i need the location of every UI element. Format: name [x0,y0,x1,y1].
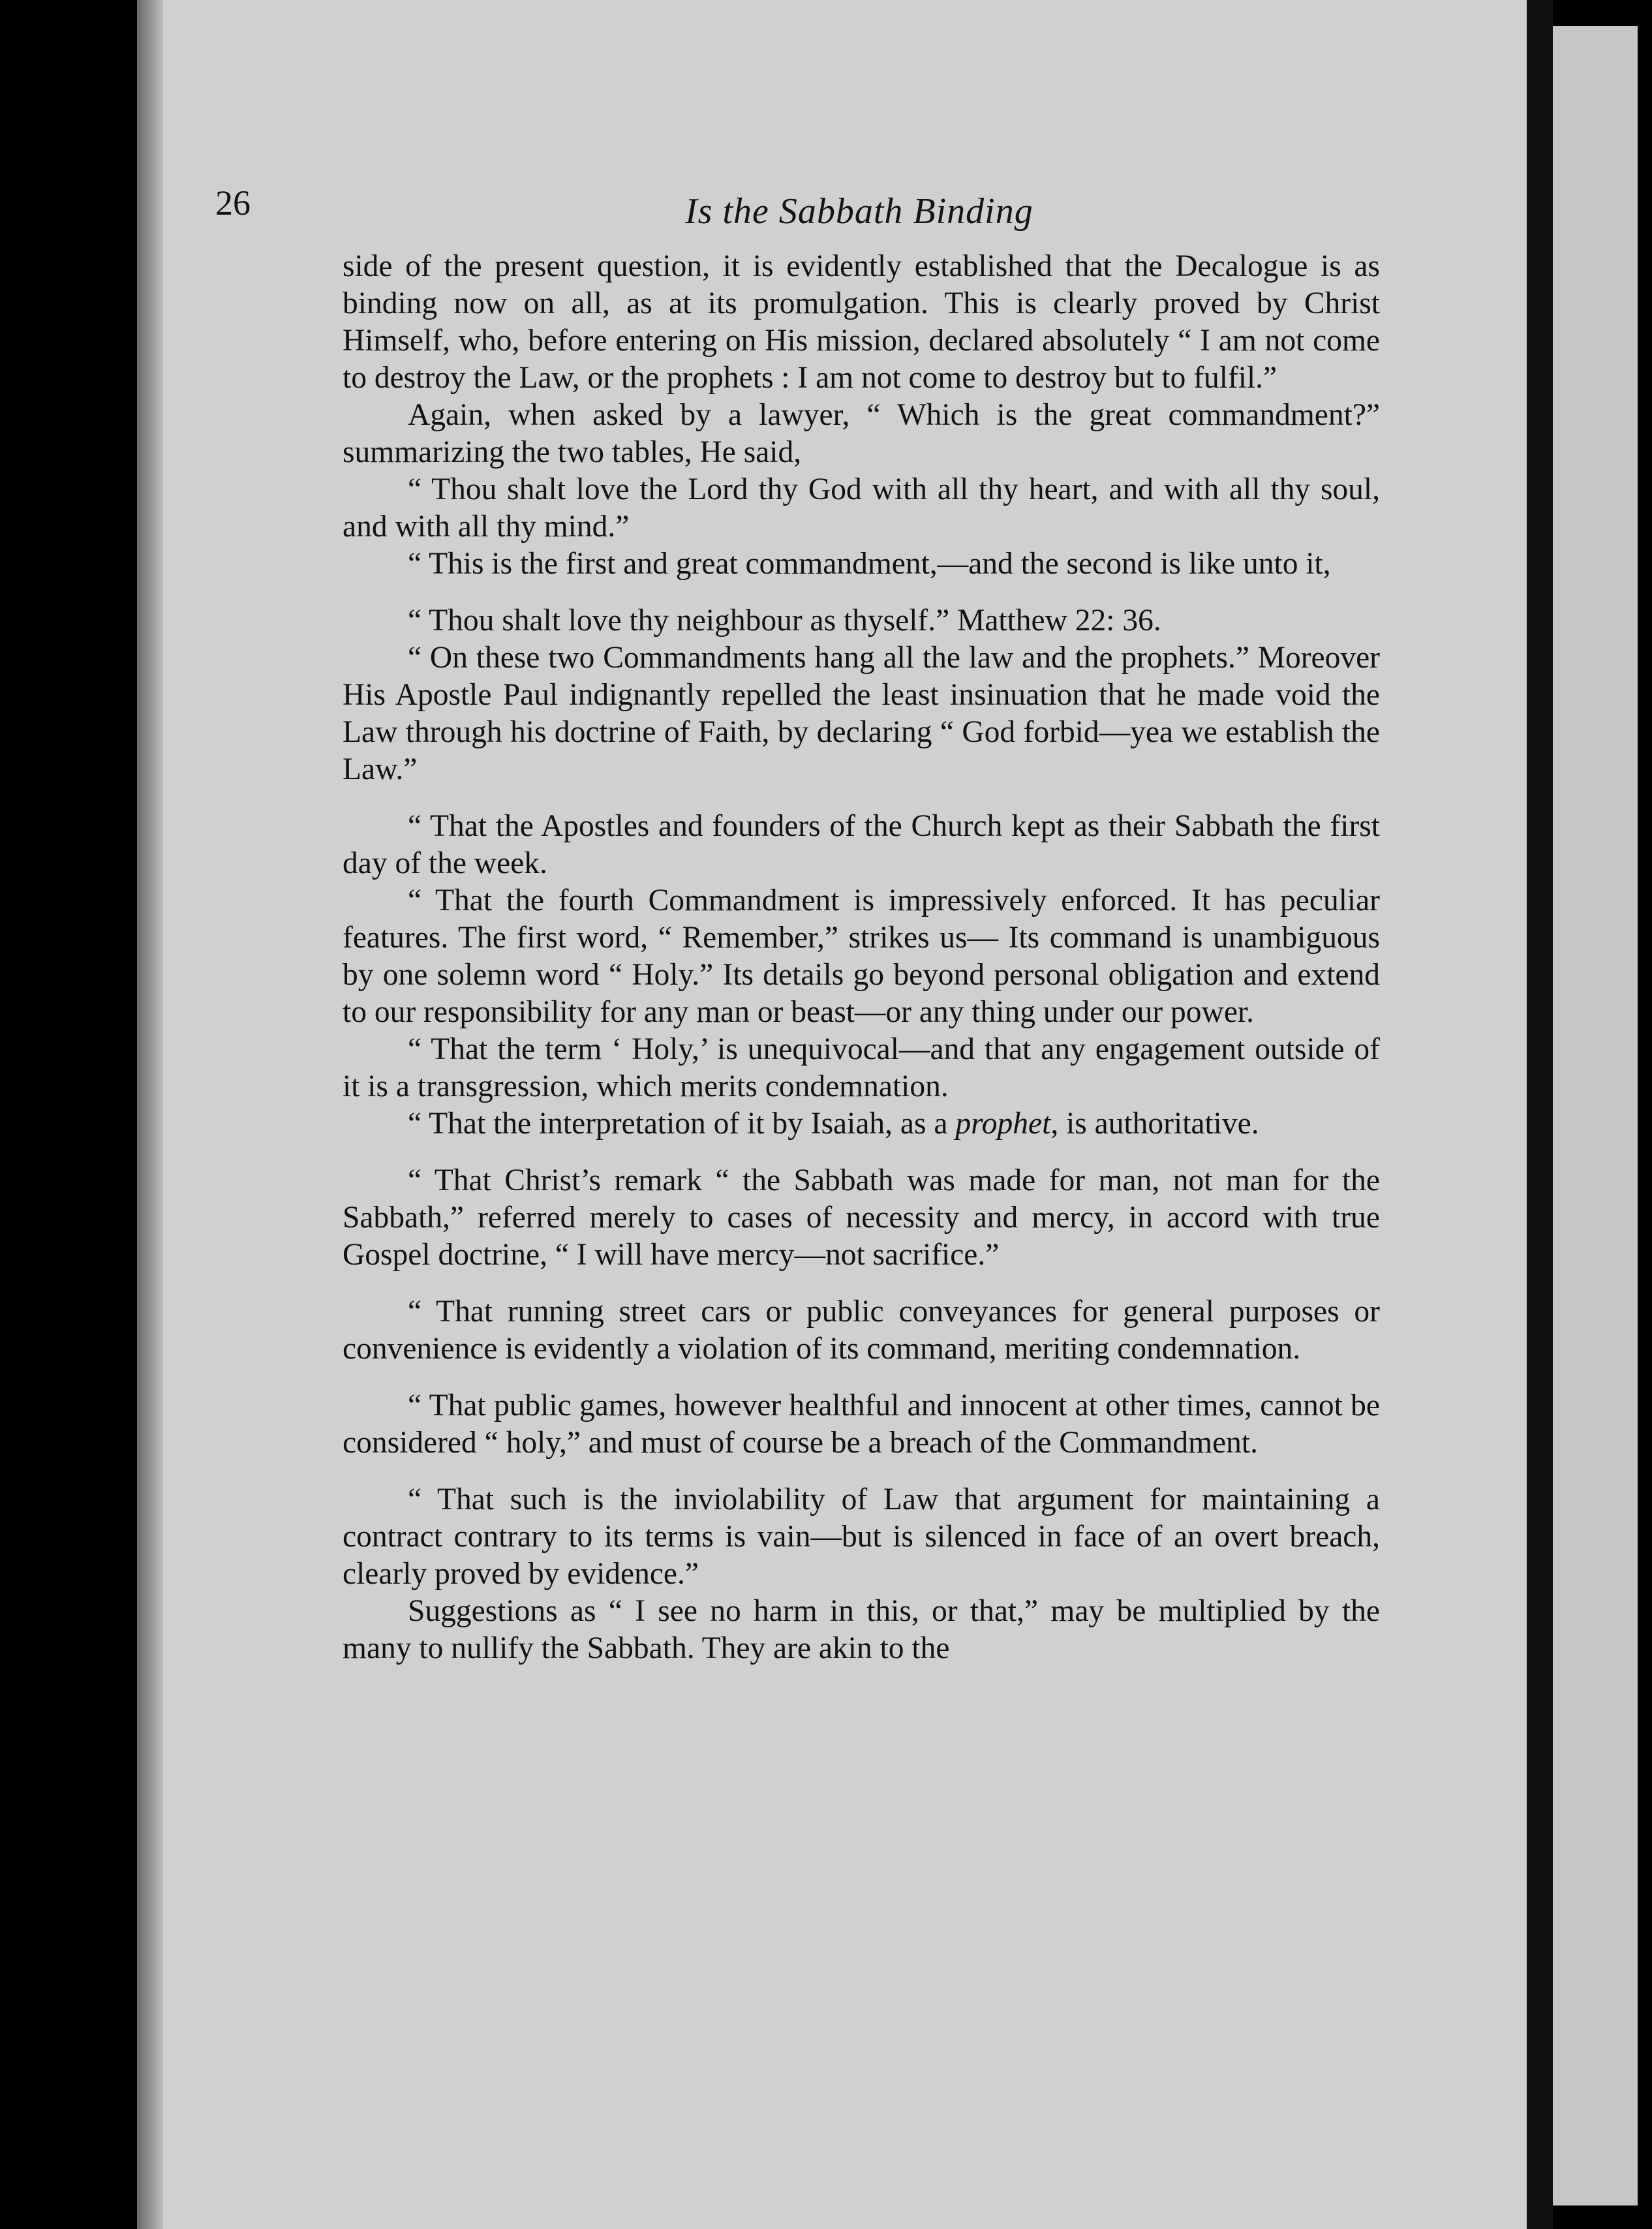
paragraph-text: “ That the interpretation of it by Isaiah, as a [408,1107,956,1141]
facing-page-edge [1553,26,1638,2206]
paragraph: “ This is the first and great commandment,—and the second is like unto it, [408,547,1331,581]
paragraph: Again, when asked by a lawyer, “ Which is the great commandment?” summarizing the two tables, He said, [343,398,1380,469]
paragraph: Suggestions as “ I see no harm in this, or that,” may be multiplied by the many to nullify the Sabbath. They are akin to the [343,1594,1380,1665]
paragraph: “ That such is the inviolability of Law that argument for maintaining a contract contrary to its terms is vain—but is silenced in face of an overt breach, clearly proved by evidence.” [343,1483,1380,1591]
emphasis-text: prophet [955,1107,1051,1141]
paragraph: “ Thou shalt love the Lord thy God with all thy heart, and with all thy soul, and with all thy mind.” [343,472,1380,544]
paragraph: “ That the term ‘ Holy,’ is unequivocal—and that any engagement outside of it is a transgression, which merits condemnation. [343,1032,1380,1103]
paragraph: “ That public games, however healthful and innocent at other times, cannot be considered “ holy,” and must of course be a breach of the Commandment. [343,1389,1380,1460]
running-title: Is the Sabbath Binding [685,191,1033,232]
body-text [343,248,1380,1667]
paragraph [343,1105,1380,1143]
paragraph: “ That Christ’s remark “ the Sabbath was made for man, not man for the Sabbath,” referred merely to cases of necessity and mercy, in accord with true Gospel doctrine, “ I will have mercy—not sacrifice.” [343,1163,1380,1272]
paragraph: “ On these two Commandments hang all the law and the prophets.” Moreover His Apostle Paul indignantly repelled the least insinuation that he made void the Law through his doctrine of Faith, by declaring “ God forbid—yea we establish the Law.” [343,641,1380,786]
page-header [215,183,1422,235]
paragraph: side of the present question, it is evidently established that the Decalogue is as binding now on all, as at its promulgation. This is clearly proved by Christ Himself, who, before entering on His mission, declared absolutely “ I am not come to destroy the Law, or the prophets : I am not come to destroy but to fulfil.” [343,249,1380,395]
page-number: 26 [215,183,251,223]
paragraph: “ That the Apostles and founders of the Church kept as their Sabbath the first day of the week. [343,809,1380,880]
paragraph: “ Thou shalt love thy neighbour as thyself.” Matthew 22: 36. [408,604,1161,638]
paragraph: “ That the fourth Commandment is impressively enforced. It has peculiar features. The first word, “ Remember,” strikes us— Its command is unambiguous by one solemn word “ Holy.” Its details go beyond personal obligation and extend to our responsibility for any man or beast—or any thing under our power. [343,884,1380,1029]
paragraph: “ That running street cars or public conveyances for general purposes or convenience is evidently a violation of its command, meriting condemnation. [343,1295,1380,1366]
book-gutter [1527,0,1553,2229]
paragraph-text: , is authoritative. [1050,1107,1259,1141]
page-edge-shadow [137,0,163,2229]
